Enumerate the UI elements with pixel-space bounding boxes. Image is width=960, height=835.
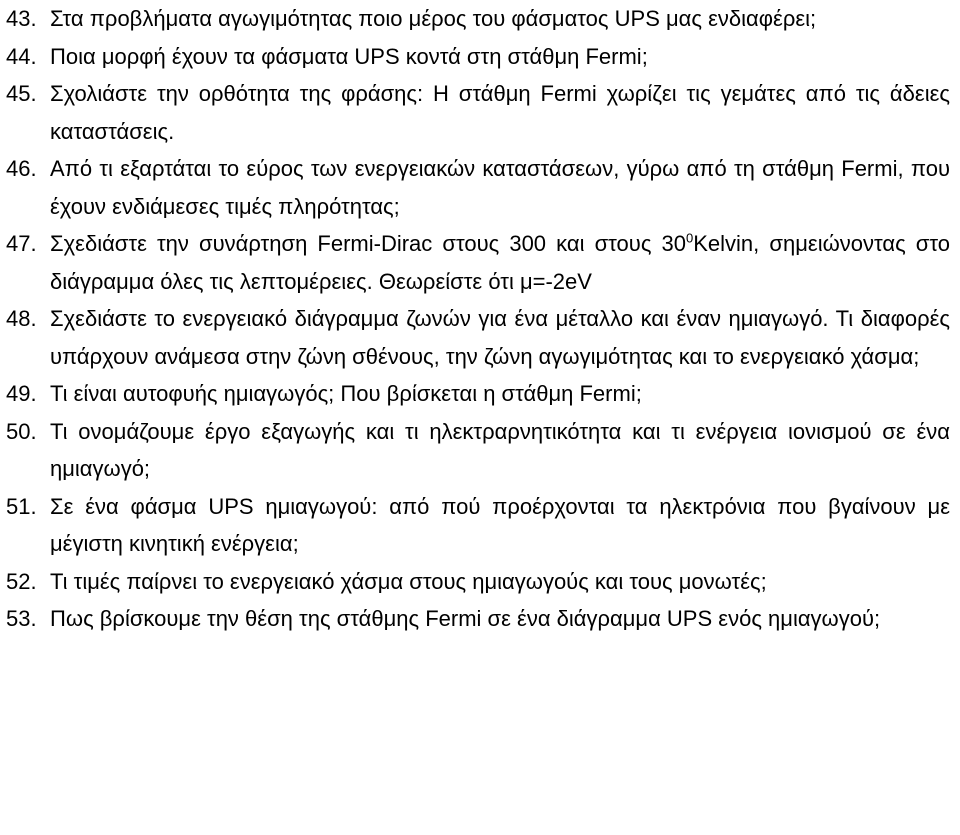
question-number: 45. [6, 81, 37, 106]
question-text-part: Σχεδιάστε την συνάρτηση Fermi-Dirac στους 300 και στους 30 [50, 231, 687, 256]
question-item-48 [6, 300, 954, 375]
question-item-44 [6, 38, 954, 76]
question-text: Σε ένα φάσμα UPS ημιαγωγού: από πού προέρχονται τα ηλεκτρόνια που βγαίνουν με μέγιστη κινητική ενέργεια; [50, 493, 950, 556]
question-text: Σχεδιάστε το ενεργειακό διάγραμμα ζωνών για ένα μέταλλο και έναν ημιαγωγό. Τι διαφορές υπάρχουν ανάμεσα στην ζώνη σθένους, την ζώνη αγωγιμότητας και το ενεργειακό χάσμα; [50, 306, 950, 369]
question-number: 49. [6, 381, 37, 406]
question-text-part: Kelvin, σημειώνοντας στο διάγραμμα όλες τις λεπτομέρειες. Θεωρείστε ότι μ=-2eV [50, 231, 950, 294]
question-text: Ποια μορφή έχουν τα φάσματα UPS κοντά στη στάθμη Fermi; [50, 43, 648, 69]
question-number: 51. [6, 493, 37, 519]
question-number: 44. [6, 43, 37, 69]
question-number: 52. [6, 568, 37, 594]
degree-superscript: 0 [686, 230, 694, 246]
question-number: 47. [6, 231, 37, 256]
question-number: 53. [6, 606, 37, 631]
question-text: Τι τιμές παίρνει το ενεργειακό χάσμα στους ημιαγωγούς και τους μονωτές; [50, 568, 767, 594]
question-item-52 [6, 563, 954, 601]
question-text: Σχολιάστε την ορθότητα της φράσης: Η στάθμη Fermi χωρίζει τις γεμάτες από τις άδειες καταστάσεις. [50, 81, 950, 144]
question-number: 48. [6, 306, 37, 331]
question-item-49 [6, 375, 954, 413]
question-item-53 [6, 600, 954, 638]
question-text [50, 225, 954, 300]
question-item-51 [6, 488, 954, 563]
question-number: 46. [6, 156, 37, 181]
question-text: Τι ονομάζουμε έργο εξαγωγής και τι ηλεκτραρνητικότητα και τι ενέργεια ιονισμού σε ένα ημιαγωγό; [50, 418, 950, 481]
question-text: Πως βρίσκουμε την θέση της στάθμης Fermi σε ένα διάγραμμα UPS ενός ημιαγωγού; [50, 606, 881, 631]
question-list [6, 0, 954, 638]
question-item-47 [6, 225, 954, 300]
question-number: 50. [6, 418, 37, 444]
question-number: 43. [6, 6, 37, 31]
question-item-45 [6, 75, 954, 150]
question-item-46 [6, 150, 954, 225]
question-text: Από τι εξαρτάται το εύρος των ενεργειακών καταστάσεων, γύρω από τη στάθμη Fermi, που έχουν ενδιάμεσες τιμές πληρότητας; [50, 156, 950, 219]
question-text: Τι είναι αυτοφυής ημιαγωγός; Που βρίσκεται η στάθμη Fermi; [50, 381, 642, 406]
question-item-50 [6, 413, 954, 488]
question-item-43 [6, 0, 954, 38]
question-text: Στα προβλήματα αγωγιμότητας ποιο μέρος του φάσματος UPS μας ενδιαφέρει; [50, 6, 817, 31]
